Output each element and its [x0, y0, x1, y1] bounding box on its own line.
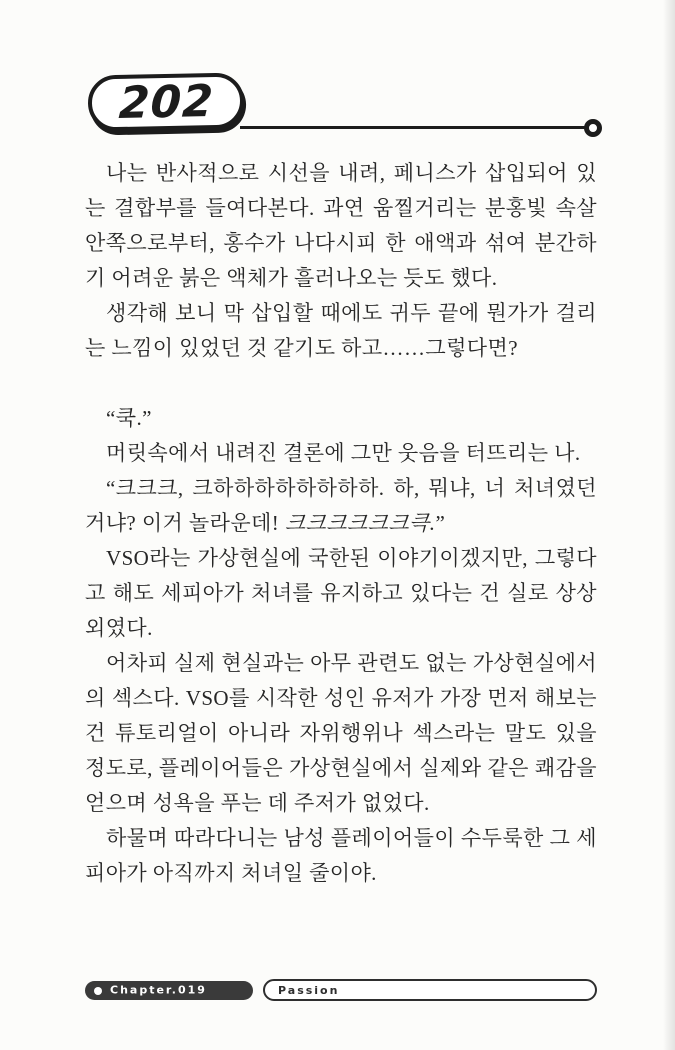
paragraph — [85, 471, 597, 541]
header-rule — [240, 126, 586, 129]
page-number-badge — [87, 72, 244, 131]
page-number: 202 — [117, 75, 215, 129]
chapter-title-badge — [263, 979, 597, 1001]
chapter-title: Passion — [278, 983, 340, 997]
page-body — [85, 156, 597, 891]
paragraph-text: 나는 반사적으로 시선을 내려, 페니스가 삽입되어 있는 결합부를 들여다본다. 과연 움찔거리는 분홍빛 속살 안쪽으로부터, 홍수가 나다시피 한 애액과 섞여 분간하기 어려운 붉은 액체가 흘러나오는 듯도 했다. — [85, 161, 597, 290]
paragraph-text: 머릿속에서 내려진 결론에 그만 웃음을 터뜨리는 나. — [106, 441, 581, 465]
paragraph-text: “쿡.” — [106, 406, 152, 430]
paragraph-text: 하물며 따라다니는 남성 플레이어들이 수두룩한 그 세피아가 아직까지 처녀일 줄이야. — [85, 826, 597, 885]
blank-line — [85, 366, 597, 401]
paragraph-text-italic: 크크크크크크큭. — [284, 511, 436, 535]
paragraph — [85, 646, 597, 821]
paragraph-text: ” — [435, 511, 446, 535]
paragraph — [85, 156, 597, 296]
paragraph-text: “크크크, 크하하하하하하하하. 하, 뭐냐, 너 처녀였던 거냐? 이거 놀라운데! — [85, 476, 597, 535]
paragraph — [85, 541, 597, 646]
paragraph-text: 어차피 실제 현실과는 아무 관련도 없는 가상현실에서의 섹스다. VSO를 시작한 성인 유저가 가장 먼저 해보는 건 튜토리얼이 아니라 자위행위나 섹스라는 말도 있을 정도로, 플레이어들은 가상현실에서 실제와 같은 쾌감을 얻으며 성욕을 푸는 데 주저가 없었다. — [85, 651, 597, 815]
paragraph-text: VSO라는 가상현실에 국한된 이야기이겠지만, 그렇다고 해도 세피아가 처녀를 유지하고 있다는 건 실로 상상 외였다. — [85, 546, 597, 640]
page-edge-shading — [663, 0, 675, 1050]
paragraph — [85, 821, 597, 891]
paragraph — [85, 401, 597, 436]
chapter-badge — [85, 981, 253, 1000]
paragraph — [85, 436, 597, 471]
bullet-dot-icon — [94, 987, 102, 995]
chapter-label: Chapter.019 — [110, 983, 207, 997]
paragraph — [85, 296, 597, 366]
ring-icon — [584, 119, 602, 137]
paragraph-text: 생각해 보니 막 삽입할 때에도 귀두 끝에 뭔가가 걸리는 느낌이 있었던 것 같기도 하고……그렇다면? — [85, 301, 597, 360]
